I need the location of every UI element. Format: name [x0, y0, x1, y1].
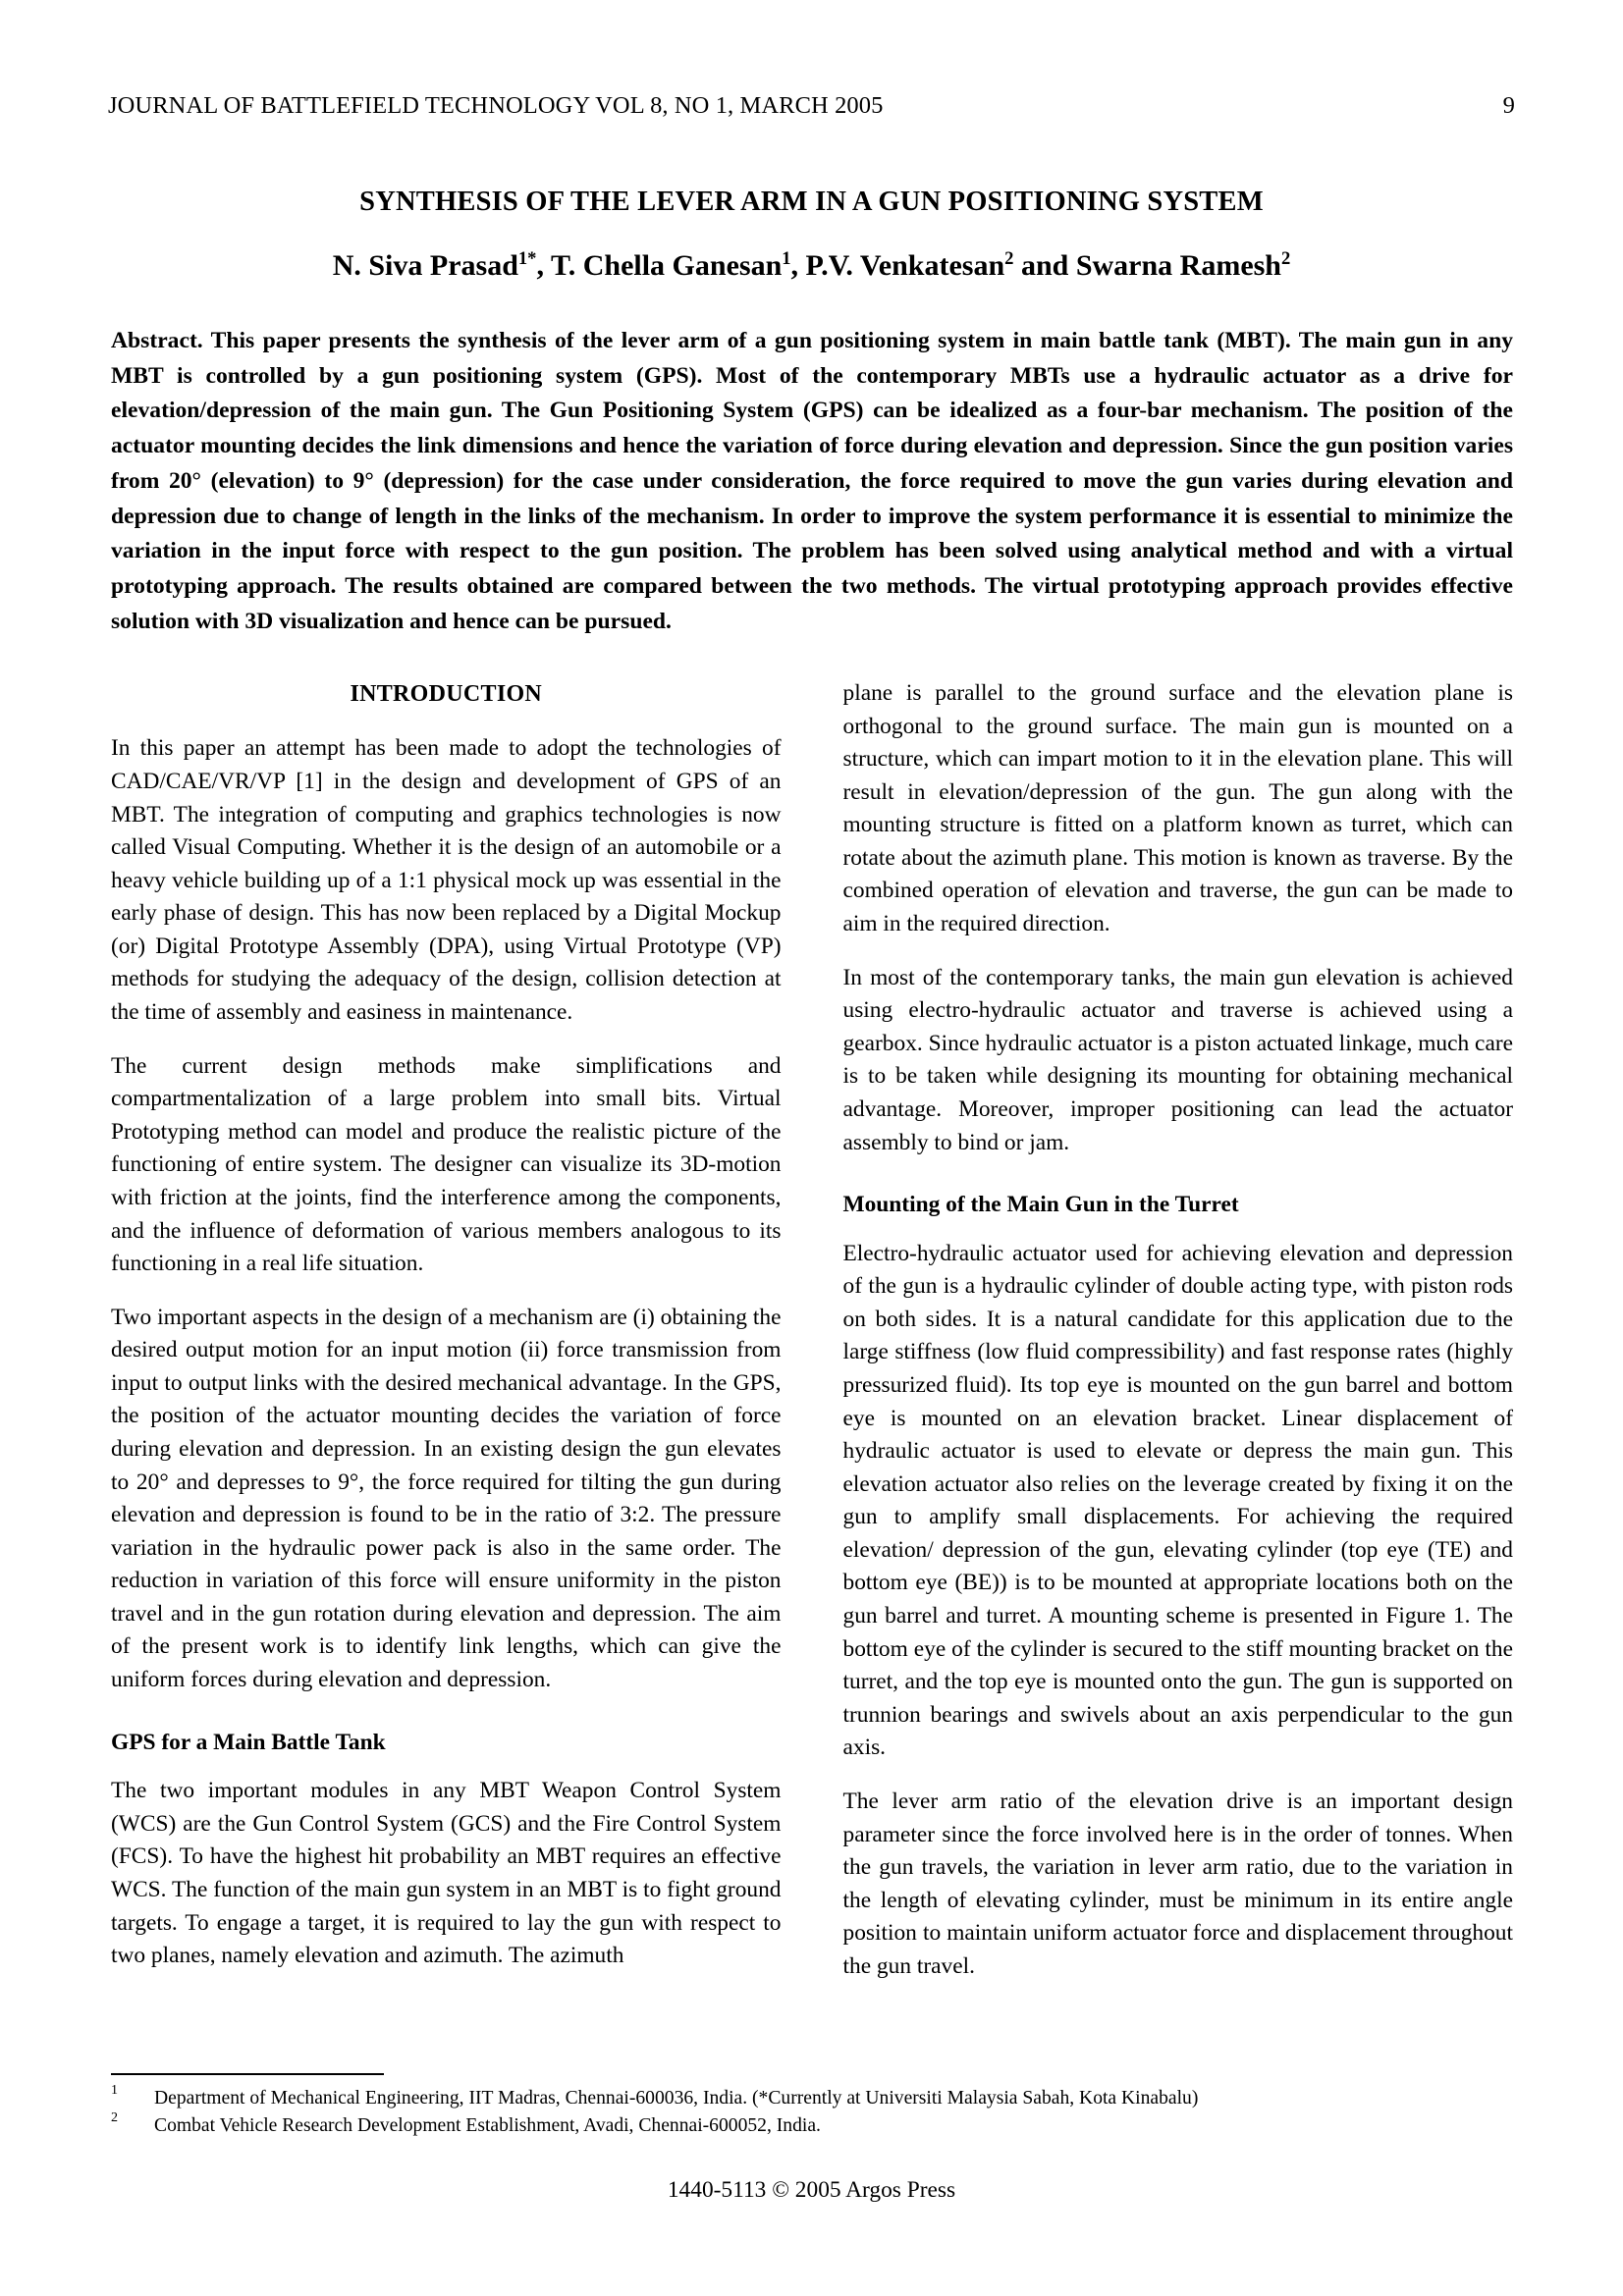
author-name-2: T. Chella Ganesan — [550, 248, 783, 282]
page-number: 9 — [1502, 92, 1515, 119]
footnote-marker: 1 — [111, 2083, 118, 2098]
subsection-heading-gps-for-a-main-battle-tank: GPS for a Main Battle Tank — [111, 1729, 386, 1755]
footnote-text: Combat Vehicle Research Development Establishment, Avadi, Chennai-600052, India. — [154, 2114, 821, 2136]
author-name-1: N. Siva Prasad — [332, 248, 518, 282]
footnotes-block — [111, 2085, 1513, 2140]
paragraph: plane is parallel to the ground surface and the elevation plane is orthogonal to the ground surface. The main gun is mounted on a structure, which can impart motion to it in the elevation plane. This will result in elevation/depression of the gun. The gun along with the mounting structure is fitted on a platform known as turret, which can rotate about the azimuth plane. This motion is known as traverse. By the combined operation of elevation and traverse, the gun can be made to aim in the required direction. — [842, 680, 1513, 937]
footnote-text: Department of Mechanical Engineering, IIT Madras, Chennai-600036, India. (*Currently at Universiti Malaysia Sabah, Kota Kinabalu) — [154, 2088, 1199, 2109]
author-separator-1: , — [536, 248, 551, 282]
subsection-heading-mounting-of-the-main-gun-in-the-turret: Mounting of the Main Gun in the Turret — [842, 1192, 1239, 1218]
left-column — [111, 677, 782, 2042]
page-footer-copyright: 1440-5113 © 2005 Argos Press — [667, 2177, 956, 2203]
author-separator-3: and — [1013, 248, 1076, 282]
paragraph: The current design methods make simplifications and compartmentalization of a large problem into small bits. Virtual Prototyping method can model and produce the realistic picture of the functioning of entire system. The designer can visualize its 3D-motion with friction at the joints, find the interference among the components, and the influence of deformation of various members analogous to its functioning in a real life situation. — [111, 1052, 782, 1277]
footnote-marker: 2 — [111, 2109, 118, 2125]
paper-title: SYNTHESIS OF THE LEVER ARM IN A GUN POSITIONING SYSTEM — [359, 187, 1264, 217]
title-block — [108, 185, 1515, 284]
right-column — [843, 677, 1514, 2042]
running-head — [108, 93, 1515, 120]
body-columns — [111, 677, 1513, 2042]
abstract-label: Abstract. — [111, 328, 203, 353]
paragraph: In most of the contemporary tanks, the main gun elevation is achieved using electro-hydraulic actuator and traverse is achieved using a gearbox. Since hydraulic actuator is a piston actuated linkage, much care is to be taken while designing its mounting for obtaining mechanical advantage. Moreover, improper positioning can lead the actuator assembly to bind or jam. — [842, 964, 1513, 1155]
author-name-4: Swarna Ramesh — [1075, 248, 1281, 282]
paragraph: Electro-hydraulic actuator used for achieving elevation and depression of the gun is a hydraulic cylinder of double acting type, with piston rods on both sides. It is a natural candidate for this application due to the large stiffness (low fluid compressibility) and fast response rates (highly pressurized fluid). Its top eye is mounted on the gun barrel and bottom eye is mounted on an elevation bracket. Linear displacement of hydraulic actuator is used to elevate or depress the main gun. This elevation actuator also relies on the leverage created by fixing it on the gun to amplify small displacements. For achieving the required elevation/ depression of the gun, elevating cylinder (top eye (TE) and bottom eye (BE)) is to be mounted at appropriate locations both on the gun barrel and turret. A mounting scheme is presented in Figure 1. The bottom eye of the cylinder is secured to the stiff mounting bracket on the turret, and the top eye is mounted onto the gun. The gun is supported on trunnion bearings and swivels about an axis perpendicular to the gun axis. — [842, 1240, 1513, 1761]
paragraph: In this paper an attempt has been made to adopt the technologies of CAD/CAE/VR/VP [1] in the design and development of GPS of an MBT. The integration of computing and graphics technologies is now called Visual Computing. Whether it is the design of an automobile or a heavy vehicle building up of a 1:1 physical mock up was essential in the early phase of design. This has now been replaced by a Digital Mockup (or) Digital Prototype Assembly (DPA), using Virtual Prototype (VP) methods for studying the adequacy of the design, collision detection at the time of assembly and easiness in maintenance. — [111, 735, 782, 1026]
journal-citation-line: JOURNAL OF BATTLEFIELD TECHNOLOGY VOL 8, NO 1, MARCH 2005 — [108, 92, 884, 119]
paragraph: Two important aspects in the design of a mechanism are (i) obtaining the desired output motion for an input motion (ii) force transmission from input to output links with the desired mechanical advantage. In the GPS, the position of the actuator mounting decides the variation of force during elevation and depression. In an existing design the gun elevates to 20° and depresses to 9°, the force required for tilting the gun during elevation and depression is found to be in the ratio of 3:2. The pressure variation in the hydraulic power pack is also in the same order. The reduction in variation of this force will ensure uniformity in the piston travel and in the gun rotation during elevation and depression. The aim of the present work is to identify link lengths, which can give the uniform forces during elevation and depression. — [111, 1304, 782, 1693]
author-separator-2: , — [790, 248, 806, 282]
footnote-item — [111, 2085, 1513, 2112]
footnote-item — [111, 2109, 1513, 2140]
abstract-block — [111, 324, 1513, 640]
author-affiliation-marker-3: 2 — [1004, 247, 1014, 269]
abstract-text: This paper presents the synthesis of the lever arm of a gun positioning system in main battle tank (MBT). The main gun in any MBT is controlled by a gun positioning system (GPS). Most of the contemporary MBTs use a hydraulic actuator as a drive for elevation/depression of the main gun. The Gun Positioning System (GPS) can be idealized as a four-bar mechanism. The position of the actuator mounting decides the link dimensions and hence the variation of force during elevation and depression. Since the gun position varies from 20° (elevation) to 9° (depression) for the case under consideration, the force required to move the gun varies during elevation and depression due to change of length in the links of the mechanism. In order to improve the system performance it is essential to minimize the variation in the input force with respect to the gun position. The problem has been solved using analytical method and with a virtual prototyping approach. The results obtained are compared between the two methods. The virtual prototyping approach provides effective solution with 3D visualization and hence can be pursued. — [111, 328, 1513, 634]
author-affiliation-marker-1: 1* — [517, 247, 537, 269]
author-list — [108, 247, 1515, 285]
author-affiliation-marker-2: 1 — [782, 247, 791, 269]
footnote-separator-rule — [111, 2073, 384, 2075]
author-name-3: P.V. Venkatesan — [805, 248, 1005, 282]
section-heading-introduction: INTRODUCTION — [350, 681, 543, 707]
paragraph: The lever arm ratio of the elevation drive is an important design parameter since the force involved here is in the order of tonnes. When the gun travels, the variation in lever arm ratio, due to the variation in the length of elevating cylinder, must be minimum in its entire angle position to maintain uniform actuator force and displacement throughout the gun travel. — [842, 1788, 1513, 1979]
paragraph: The two important modules in any MBT Weapon Control System (WCS) are the Gun Control System (GCS) and the Fire Control System (FCS). To have the highest hit probability an MBT requires an effective WCS. The function of the main gun system in an MBT is to fight ground targets. To engage a target, it is required to lay the gun with respect to two planes, namely elevation and azimuth. The azimuth — [111, 1778, 782, 1969]
author-affiliation-marker-4: 2 — [1281, 247, 1291, 269]
